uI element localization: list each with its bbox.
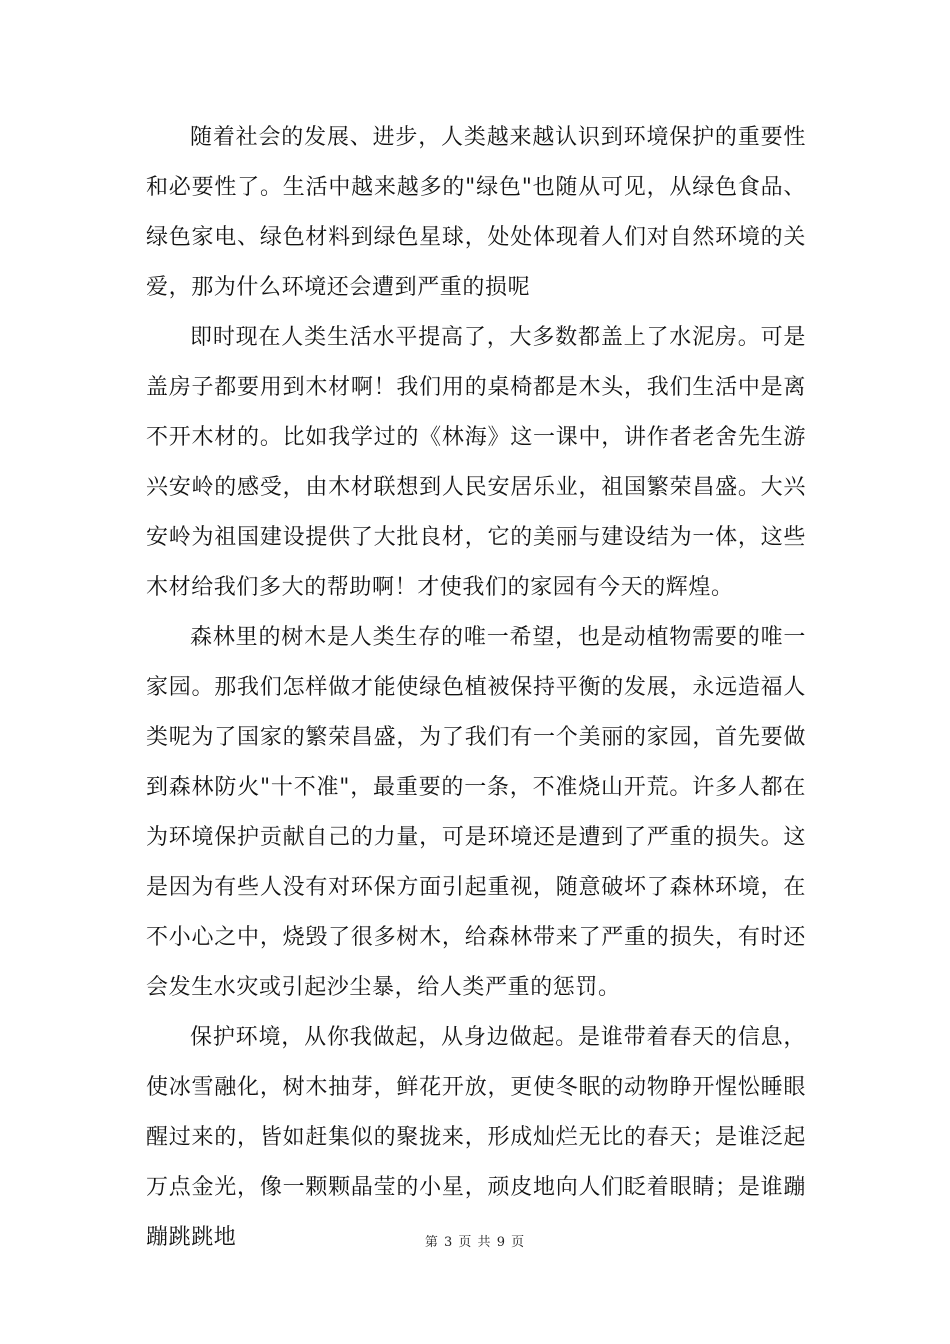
paragraph-2: 即时现在人类生活水平提高了，大多数都盖上了水泥房。可是盖房子都要用到木材啊！我们用的桌椅都是木头，我们生活中是离不开木材的。比如我学过的《林海》这一课中，讲作者老舍先生游兴安岭的感受，由木材联想到人民安居乐业，祖国繁荣昌盛。大兴安岭为祖国建设提供了大批良材，它的美丽与建设结为一体，这些木材给我们多大的帮助啊！才使我们的家园有今天的辉煌。 (146, 325, 806, 600)
article-body (146, 113, 806, 1263)
paragraph-3: 森林里的树木是人类生存的唯一希望，也是动植物需要的唯一家园。那我们怎样做才能使绿色植被保持平衡的发展，永远造福人类呢为了国家的繁荣昌盛，为了我们有一个美丽的家园，首先要做到森林防火"十不准"，最重要的一条，不准烧山开荒。许多人都在为环境保护贡献自己的力量，可是环境还是遭到了严重的损失。这是因为有些人没有对环保方面引起重视，随意破坏了森林环境，在不小心之中，烧毁了很多树木，给森林带来了严重的损失，有时还会发生水灾或引起沙尘暴，给人类严重的惩罚。 (146, 625, 806, 1000)
page-number-footer: 第 3 页 共 9 页 (424, 1235, 526, 1250)
paragraph-1: 随着社会的发展、进步，人类越来越认识到环境保护的重要性和必要性了。生活中越来越多的"绿色"也随从可见，从绿色食品、绿色家电、绿色材料到绿色星球，处处体现着人们对自然环境的关爱，那为什么环境还会遭到严重的损呢 (146, 125, 806, 300)
paragraph-4: 保护环境，从你我做起，从身边做起。是谁带着春天的信息，使冰雪融化，树木抽芽，鲜花开放，更使冬眠的动物睁开惺忪睡眼醒过来的，皆如赶集似的聚拢来，形成灿烂无比的春天；是谁泛起万点金光，像一颗颗晶莹的小星，顽皮地向人们眨着眼睛；是谁蹦蹦跳跳地 (146, 1025, 806, 1250)
